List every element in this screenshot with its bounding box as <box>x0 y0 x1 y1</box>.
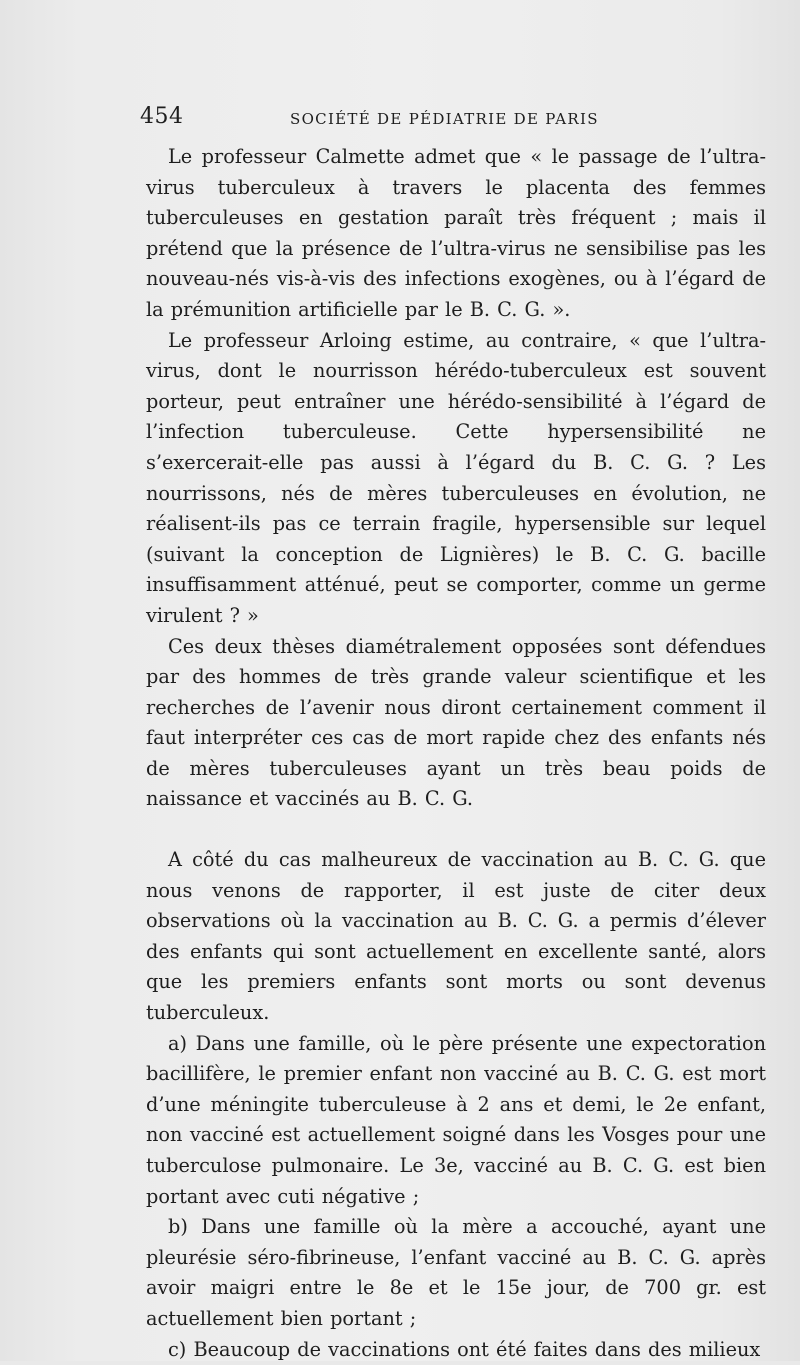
running-title: SOCIÉTÉ DE PÉDIATRIE DE PARIS <box>290 110 599 128</box>
paragraph-arloing: Le professeur Arloing estime, au contraire, « que l’ultra-virus, dont le nourrisson hérédo-tuberculeux est souvent porteur, peut entraîner une hérédo-sensibilité à l’égard de l’infection tuberculeuse. Cette hypersensibilité ne s’exercerait-elle pas aussi à l’égard du B. C. G. ? Les nourrissons, nés de mères tuberculeuses en évolution, ne réalisent-ils pas ce terrain fragile, hypersensible sur lequel (suivant la conception de Lignières) le B. C. G. bacille insuffisamment atténué, peut se comporter, comme un germe virulent ? » <box>146 328 766 627</box>
paragraph-case-b: b) Dans une famille où la mère a accouché, ayant une pleurésie séro-fibrineuse, l’enfant vacciné au B. C. G. après avoir maigri entre le 8e et le 15e jour, de 700 gr. est actuellement bien portant ; <box>146 1215 766 1330</box>
paragraph-case-a: a) Dans une famille, où le père présente une expectoration bacillifère, le premier enfant non vacciné au B. C. G. est mort d’une méningite tuberculeuse à 2 ans et demi, le 2e enfant, non vacciné est actuellement soigné dans les Vosges pour une tuberculose pulmonaire. Le 3e, vacciné au B. C. G. est bien portant avec cuti négative ; <box>146 1031 766 1208</box>
page-header <box>140 104 780 134</box>
paragraph-calmette: Le professeur Calmette admet que « le passage de l’ultra-virus tuberculeux à travers le placenta des femmes tuberculeuses en gestation paraît très fréquent ; mais il prétend que la présence de l’ultra-virus ne sensibilise pas les nouveau-nés vis-à-vis des infections exogènes, ou à l’égard de la prémunition artificielle par le B. C. G. ». <box>146 145 766 321</box>
paragraph-observations: A côté du cas malheureux de vaccination au B. C. G. que nous venons de rapporter, il est juste de citer deux observations où la vaccination au B. C. G. a permis d’élever des enfants qui sont actuellement en excellente santé, alors que les premiers enfants sont morts ou sont devenus tuberculeux. <box>146 848 766 1025</box>
body-text <box>146 142 766 1365</box>
paragraph-two-theses: Ces deux thèses diamétralement opposées sont défendues par des hommes de très grande valeur scientifique et les recherches de l’avenir nous diront certainement comment il faut interpréter ces cas de mort rapide chez des enfants nés de mères tuberculeuses ayant un très beau poids de naissance et vaccinés au B. C. G. <box>146 634 766 811</box>
paragraph-case-c: c) Beaucoup de vaccinations ont été faites dans des milieux <box>168 1337 761 1361</box>
page-number: 454 <box>140 104 184 129</box>
